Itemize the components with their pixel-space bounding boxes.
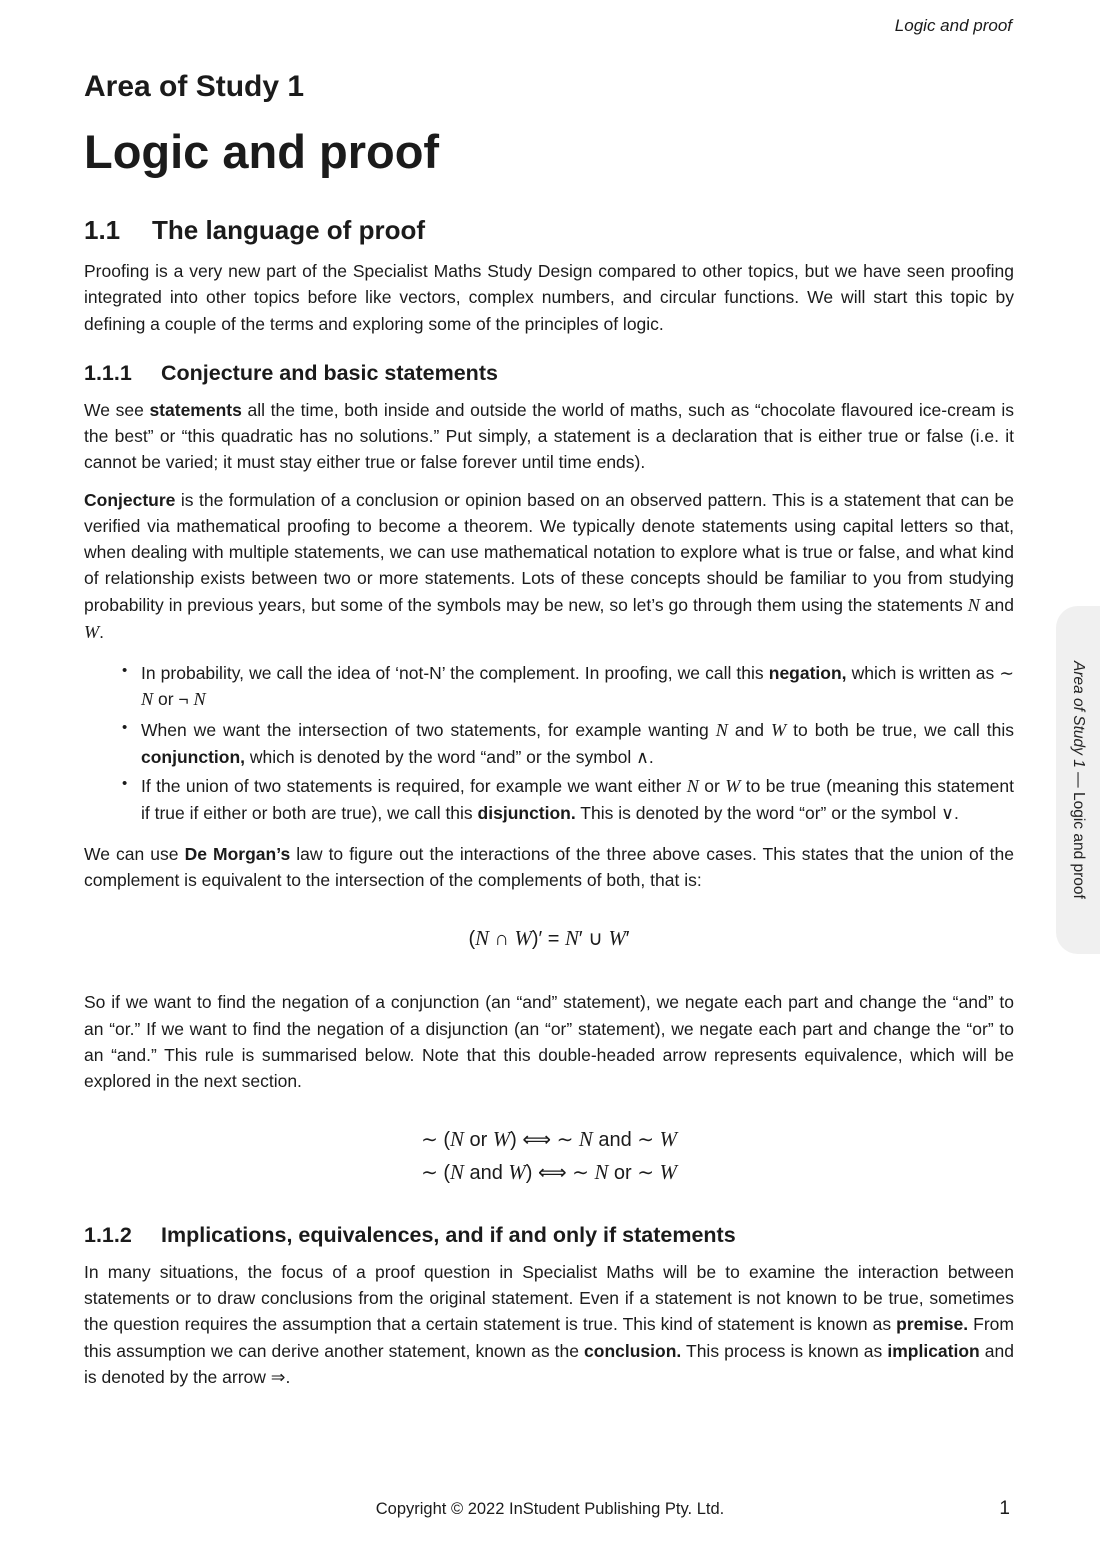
section-number: 1.1.1 bbox=[84, 360, 132, 385]
text-run: We can use bbox=[84, 843, 185, 864]
text-run: W bbox=[659, 1160, 677, 1184]
text-run: N bbox=[193, 689, 206, 710]
text-run: is the formulation of a conclusion or opinion based on an observed pattern. This is a statement that can be verified via mathematical proofing to become a theorem. We typically denote statements using capital letters so that, when dealing with multiple statements, we can use mathematical notation to explore what is true or false, and what kind of relationship exists between two or more statements. Lots of these concepts should be familiar to you from studying probability in previous years, but some of the symbols may be new, so let’s go through them using the statements bbox=[84, 489, 1014, 615]
text-run: De Morgan’s bbox=[184, 843, 291, 864]
text-run: N bbox=[450, 1128, 464, 1152]
text-run: In many situations, the focus of a proof question in Specialist Maths will be to examine the interaction between statements or to draw conclusions from the original statement. Even if a statement is not known to be true, sometimes the question requires the assumption that a certain statement is true. This kind of statement is known as bbox=[84, 1261, 1014, 1335]
text-run: Conjecture bbox=[84, 489, 176, 510]
text-run: N bbox=[141, 689, 154, 710]
text-run: law to figure out the interactions of the three above cases. This states that the union of the complement is equivalent to the intersection of the complements of both, that is: bbox=[84, 843, 1014, 890]
side-tab bbox=[1056, 606, 1100, 954]
chapter-title: Logic and proof bbox=[84, 125, 440, 178]
formula-demorgan bbox=[84, 923, 1014, 955]
text-run: ′ ∪ bbox=[578, 928, 609, 951]
text-run: W bbox=[659, 1128, 677, 1152]
running-header: Logic and proof bbox=[894, 16, 1012, 35]
copyright-text: Copyright © 2022 InStudent Publishing Pty. Ltd. bbox=[375, 1500, 725, 1518]
text-run: ′ bbox=[625, 928, 630, 951]
section-heading-1-1 bbox=[84, 215, 1014, 246]
text-run: W bbox=[508, 1160, 526, 1184]
text-run: ) ⟺ ∼ bbox=[510, 1129, 579, 1152]
text-run: In probability, we call the idea of ‘not-N’ the complement. In proofing, we call this bbox=[141, 663, 769, 684]
text-run: or ¬ bbox=[153, 689, 194, 710]
text-run: ∩ bbox=[489, 928, 515, 951]
text-run: or bbox=[463, 1129, 493, 1152]
text-run: W bbox=[492, 1128, 511, 1152]
text-run: N bbox=[715, 719, 728, 740]
page-content bbox=[84, 70, 1014, 1401]
text-run: ∼ ( bbox=[421, 1129, 451, 1152]
text-run: W bbox=[725, 776, 741, 797]
text-run: We see bbox=[84, 399, 150, 420]
text-run: negation, bbox=[768, 663, 847, 684]
text-run: N bbox=[578, 1128, 593, 1152]
text-run: When we want the intersection of two statements, for example wanting bbox=[141, 719, 716, 740]
section-title: Implications, equivalences, and if and only if statements bbox=[161, 1222, 736, 1247]
text-run: and bbox=[727, 719, 772, 740]
text-run: ∼ ( bbox=[421, 1161, 451, 1184]
paragraph-conjecture bbox=[84, 487, 1014, 647]
text-run: . bbox=[99, 621, 105, 642]
text-run: )′ = bbox=[531, 928, 566, 951]
section-heading-1-1-2 bbox=[84, 1223, 1014, 1248]
text-run: conclusion. bbox=[584, 1340, 682, 1361]
section-title: The language of proof bbox=[152, 215, 425, 245]
list-item bbox=[120, 773, 1014, 827]
section-number: 1.1.2 bbox=[84, 1222, 132, 1247]
paragraph-statements bbox=[84, 397, 1014, 476]
text-run: to both be true, we call this bbox=[786, 719, 1014, 740]
list-item bbox=[120, 717, 1014, 771]
text-run: premise. bbox=[896, 1314, 969, 1335]
paragraph-summary: So if we want to find the negation of a conjunction (an “and” statement), we negate each part and change the “and” to an “or.” If we want to find the negation of a disjunction (an “or” statement), we negate each part and change the “or” to an “and.” This rule is summarised below. Note that this double-headed arrow represents equivalence, which will be explored in the next section. bbox=[84, 992, 1014, 1092]
text-run: N bbox=[594, 1160, 609, 1184]
text-run: W bbox=[771, 719, 787, 740]
text-run: If the union of two statements is required, for example we want either bbox=[141, 776, 687, 797]
page-footer bbox=[0, 1500, 1100, 1526]
text-run: W bbox=[514, 927, 532, 951]
text-run: ) ⟺ ∼ bbox=[525, 1161, 595, 1184]
paragraph-demorgan bbox=[84, 841, 1014, 894]
chapter-kicker: Area of Study 1 bbox=[84, 70, 305, 103]
text-run: and bbox=[979, 594, 1014, 615]
text-run: This process is known as bbox=[681, 1340, 888, 1361]
text-run: disjunction. bbox=[477, 803, 576, 824]
text-run: and bbox=[463, 1161, 509, 1184]
paragraph-intro: Proofing is a very new part of the Specialist Maths Study Design compared to other topics, but we have seen proofing integrated into other topics before like vectors, complex numbers, and circular functions. We will start this topic by defining a couple of the terms and exploring some of the principles of logic. bbox=[84, 261, 1014, 334]
section-heading-1-1-1 bbox=[84, 361, 1014, 386]
symbol-bullet-list bbox=[120, 660, 1014, 827]
text-run: or bbox=[698, 776, 726, 797]
side-tab-topic: Logic and proof bbox=[1070, 792, 1087, 899]
text-run: N bbox=[450, 1160, 464, 1184]
text-run: From this assumption we can derive another statement, known as the bbox=[84, 1314, 1014, 1361]
text-run: N bbox=[565, 927, 579, 951]
text-run: conjunction, bbox=[141, 746, 246, 767]
formula-negate-or bbox=[84, 1124, 1014, 1156]
side-tab-label bbox=[1069, 661, 1087, 899]
side-tab-chapter: Area of Study 1 bbox=[1070, 661, 1087, 768]
text-run: all the time, both inside and outside the world of maths, such as “chocolate flavoured ice-cream is the best” or “this quadratic has no solutions.” Put simply, a statement is a declaration that is either true or false (i.e. it cannot be varied; it must stay either true or false forever until time ends). bbox=[84, 399, 1014, 473]
paragraph-implications bbox=[84, 1259, 1014, 1390]
text-run: implication bbox=[887, 1340, 980, 1361]
text-run: ( bbox=[468, 928, 476, 951]
list-item bbox=[120, 660, 1014, 714]
formula-negate-and bbox=[84, 1157, 1014, 1189]
text-run: N bbox=[967, 594, 980, 615]
text-run: or ∼ bbox=[608, 1161, 660, 1184]
section-number: 1.1 bbox=[84, 215, 121, 245]
side-tab-dash: — bbox=[1070, 767, 1087, 793]
text-run: and ∼ bbox=[592, 1129, 660, 1152]
text-run: and is denoted by the arrow ⇒. bbox=[84, 1340, 1014, 1387]
text-run: statements bbox=[149, 399, 242, 420]
text-run: N bbox=[686, 776, 699, 797]
section-title: Conjecture and basic statements bbox=[161, 360, 498, 385]
text-run: N bbox=[475, 927, 490, 951]
text-run: W bbox=[84, 621, 100, 642]
formula-equivalence-block bbox=[84, 1124, 1014, 1188]
text-run: This is denoted by the word “or” or the symbol ∨. bbox=[575, 803, 959, 824]
text-run: W bbox=[608, 927, 626, 951]
text-run: which is written as ∼ bbox=[846, 663, 1014, 684]
text-run: to be true (meaning this statement if true if either or both are true), we call this bbox=[141, 776, 1014, 824]
text-run: which is denoted by the word “and” or the symbol ∧. bbox=[245, 746, 654, 767]
page-number: 1 bbox=[999, 1498, 1010, 1519]
